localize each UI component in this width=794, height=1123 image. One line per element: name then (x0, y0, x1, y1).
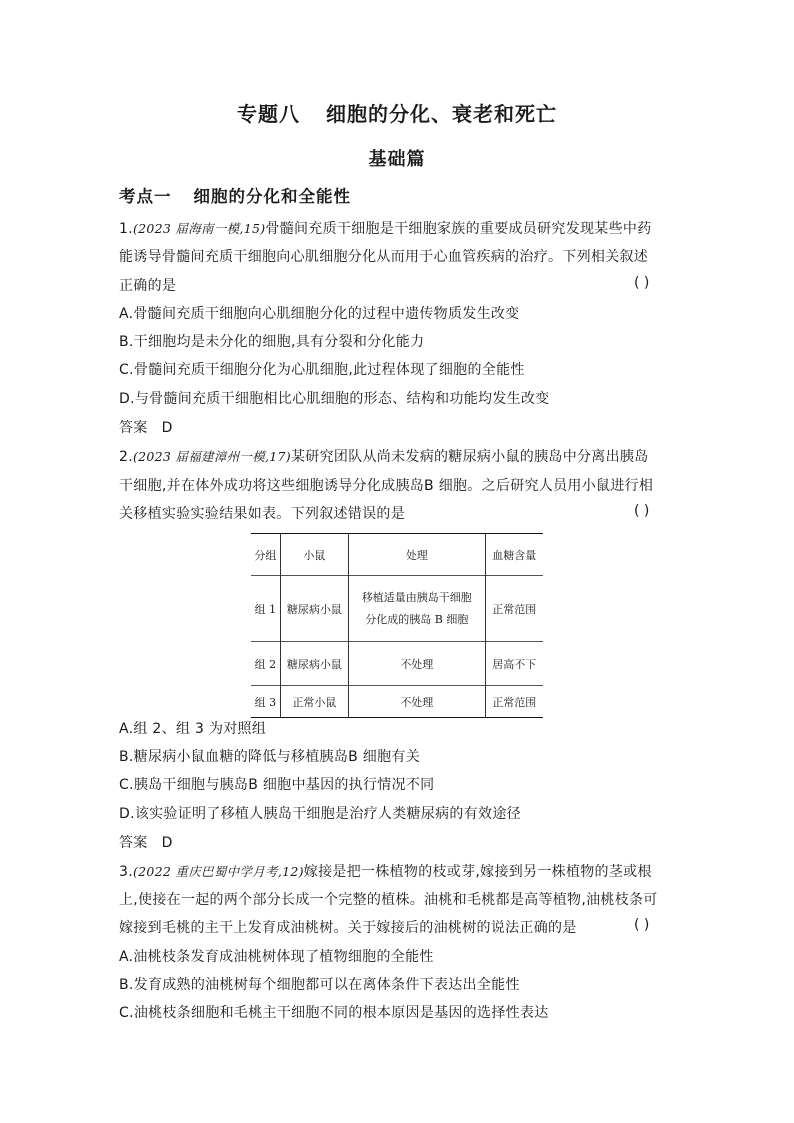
q2-stem-text1: 某研究团队从尚未发病的糖尿病小鼠的胰岛中分离出胰岛 (291, 449, 649, 465)
treatment-line1: 移植适量由胰岛干细胞 (361, 590, 472, 604)
q2-answer-paren: ( ) (634, 503, 650, 519)
q3-option-b: B.发育成熟的油桃树每个细胞都可以在离体条件下表达出全能性 (119, 977, 520, 993)
q3-option-c: C.油桃枝条细胞和毛桃主干细胞不同的根本原因是基因的选择性表达 (119, 1005, 549, 1021)
q1-answer-value: D (161, 420, 173, 436)
q1-option-b: B.干细胞均是未分化的细胞,具有分裂和分化能力 (119, 334, 425, 350)
q2-answer-label: 答案 (119, 835, 148, 851)
q3-stem-text1: 嫁接是把一株植物的枝或芽,嫁接到另一株植物的茎或根 (303, 864, 652, 880)
q2-option-d: D.该实验证明了移植人胰岛干细胞是治疗人类糖尿病的有效途径 (119, 806, 521, 822)
q1-stem-line1 (119, 218, 652, 238)
table-cell-glucose: 正常范围 (492, 602, 537, 616)
table-header-cell: 小鼠 (280, 534, 348, 576)
table-cell-glucose: 正常范围 (492, 695, 537, 709)
section-heading (119, 183, 351, 207)
experiment-table (251, 533, 543, 718)
table-cell-group: 组 3 (251, 686, 280, 718)
table-cell-treatment: 不处理 (349, 642, 485, 686)
table-row (251, 576, 543, 642)
q3-stem-line3: 嫁接到毛桃的主干上发育成油桃树。关于嫁接后的油桃树的说法正确的是 (119, 920, 577, 936)
q3-source: (2022 重庆巴蜀中学月考,12) (132, 864, 304, 879)
q3-number: 3. (119, 864, 133, 880)
q3-option-a: A.油桃枝条发育成油桃树体现了植物细胞的全能性 (119, 949, 434, 965)
q2-number: 2. (119, 449, 133, 465)
q1-option-a: A.骨髓间充质干细胞向心肌细胞分化的过程中遗传物质发生改变 (119, 306, 520, 322)
q3-stem-line1 (119, 861, 652, 881)
q2-stem-line2: 干细胞,并在体外成功将这些细胞诱导分化成胰岛B 细胞。之后研究人员用小鼠进行相 (119, 478, 654, 494)
table-cell-group: 组 1 (251, 576, 280, 642)
q1-number: 1. (119, 221, 133, 237)
table-cell-mouse: 糖尿病小鼠 (280, 642, 348, 686)
table-cell-treatment (349, 576, 485, 642)
treatment-line2: 分化成的胰岛 B 细胞 (365, 612, 469, 626)
q2-option-b: B.糖尿病小鼠血糖的降低与移植胰岛B 细胞有关 (119, 749, 421, 765)
q1-stem-line2: 能诱导骨髓间充质干细胞向心肌细胞分化从而用于心血管疾病的治疗。下列相关叙述 (119, 249, 649, 265)
q1-stem-line3: 正确的是 (119, 278, 177, 294)
q2-stem-line3: 关移植实验实验结果如表。下列叙述错误的是 (119, 506, 405, 522)
q1-option-d: D.与骨髓间充质干细胞相比心肌细胞的形态、结构和功能均发生改变 (119, 391, 550, 407)
title-topic: 细胞的分化、衰老和死亡 (326, 102, 557, 126)
section-label: 考点一 (119, 187, 172, 206)
table-cell-treatment: 不处理 (349, 686, 485, 718)
table-cell-mouse: 正常小鼠 (280, 686, 348, 718)
section-name: 细胞的分化和全能性 (193, 187, 351, 206)
q1-answer-paren: ( ) (634, 275, 650, 291)
table-header-cell: 分组 (251, 534, 280, 576)
q2-option-a: A.组 2、组 3 为对照组 (119, 721, 267, 737)
table-cell-group: 组 2 (251, 642, 280, 686)
title-main: 专题八 (237, 102, 300, 126)
q2-option-c: C.胰岛干细胞与胰岛B 细胞中基因的执行情况不同 (119, 777, 435, 793)
table-cell-mouse: 糖尿病小鼠 (280, 576, 348, 642)
q1-option-c: C.骨髓间充质干细胞分化为心肌细胞,此过程体现了细胞的全能性 (119, 362, 525, 378)
q1-answer-label: 答案 (119, 420, 148, 436)
q2-stem-line1 (119, 446, 649, 466)
q2-answer (119, 832, 173, 852)
q1-stem-text1: 骨髓间充质干细胞是干细胞家族的重要成员研究发现某些中药 (265, 221, 652, 237)
page-title (0, 98, 794, 127)
q1-answer (119, 417, 173, 437)
q1-source: (2023 届海南一模,15) (132, 221, 266, 236)
q3-stem-line2: 上,使接在一起的两个部分长成一个完整的植株。油桃和毛桃都是高等植物,油桃枝条可 (119, 892, 658, 908)
q3-answer-paren: ( ) (634, 917, 650, 933)
table-row (251, 642, 543, 686)
page-subtitle: 基础篇 (368, 149, 426, 170)
table-header-cell: 处理 (349, 534, 485, 576)
table-cell-glucose: 居高不下 (492, 657, 537, 671)
q2-answer-value: D (161, 835, 173, 851)
table-header-cell: 血糖含量 (492, 548, 537, 562)
table-row (251, 686, 543, 718)
table-header-row (251, 534, 543, 576)
q2-source: (2023 届福建漳州一模,17) (132, 449, 291, 464)
